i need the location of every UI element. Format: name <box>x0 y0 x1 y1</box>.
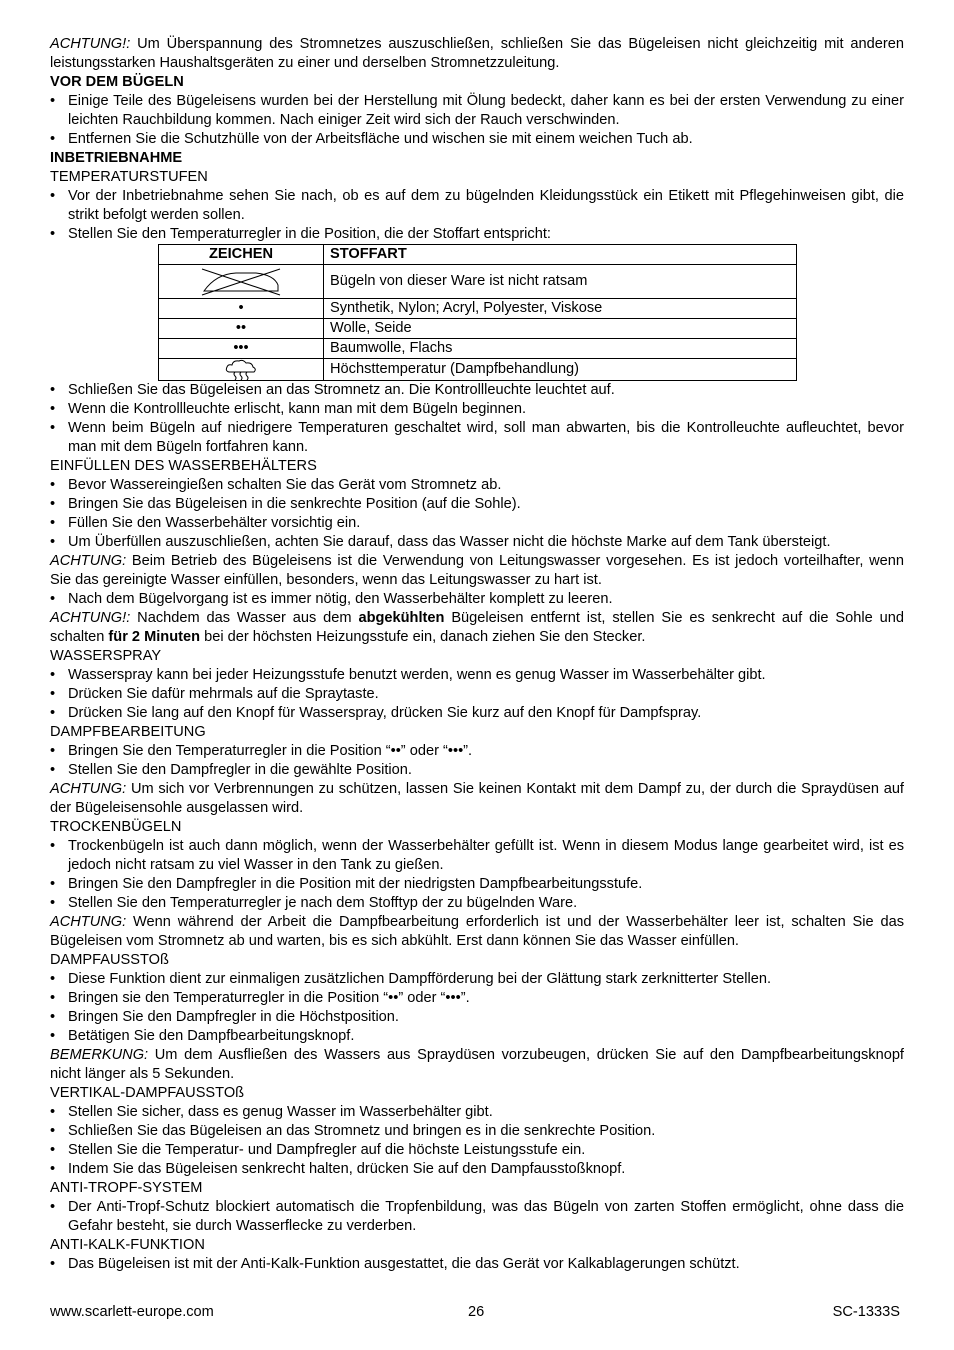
table-row <box>159 319 797 339</box>
list-item: • Schließen Sie das Bügeleisen an das Stromnetz an. Die Kontrollleuchte leuchtet auf. <box>50 381 904 400</box>
list-item: • Wenn beim Bügeln auf niedrigere Temperaturen geschaltet wird, soll man abwarten, bis die Kontrolleuchte aufleuchtet, bevor man mit dem Bügeln fortfahren kann. <box>50 419 904 457</box>
list-anti <box>50 1198 904 1236</box>
list-item: • Einige Teile des Bügeleisens wurden bei der Herstellung mit Ölung bedeckt, daher kann es bei der ersten Verwendung zu einer leichten Rauchbildung kommen. Nach einiger Zeit wird sich der Rauch verschwinden. <box>50 92 904 130</box>
list-item: • Bringen Sie den Dampfregler in die Höchstposition. <box>50 1008 904 1027</box>
list-spray <box>50 666 904 723</box>
symbol-one-dot: • <box>159 299 324 319</box>
list-item: • Das Bügeleisen ist mit der Anti-Kalk-Funktion ausgestattet, die das Gerät vor Kalkablagerungen schützt. <box>50 1255 904 1274</box>
list-fill-2 <box>50 590 904 609</box>
list-item: • Bringen Sie den Temperaturregler in die Position “••” oder “•••”. <box>50 742 904 761</box>
list-item: • Füllen Sie den Wasserbehälter vorsichtig ein. <box>50 514 904 533</box>
list-item: • Indem Sie das Bügeleisen senkrecht halten, drücken Sie auf den Dampfausstoßknopf. <box>50 1160 904 1179</box>
list-item: • Schließen Sie das Bügeleisen an das Stromnetz und bringen es in die senkrechte Position. <box>50 1122 904 1141</box>
table-cell: Höchsttemperatur (Dampfbehandlung) <box>324 359 797 381</box>
table-row <box>159 339 797 359</box>
list-stoss <box>50 970 904 1046</box>
symbol-three-dots: ••• <box>159 339 324 359</box>
warning-paragraph: ACHTUNG!: Um Überspannung des Stromnetzes auszuschließen, schließen Sie das Bügeleisen nicht gleichzeitig mit anderen leistungsstarken Haushaltsgeräten zu einer und derselben Stromnetzzuleitung. <box>50 36 904 71</box>
list-item: • Bringen sie den Temperaturregler in die Position “••” oder “•••”. <box>50 989 904 1008</box>
heading-dampfausstoss: DAMPFAUSSTOß <box>50 952 169 968</box>
list-temp <box>50 187 904 244</box>
list-item: • Wasserspray kann bei jeder Heizungsstufe benutzt werden, wenn es genug Wasser im Wasserbehälter gibt. <box>50 666 904 685</box>
list-dampf <box>50 742 904 780</box>
list-item: • Stellen Sie sicher, dass es genug Wasser im Wasserbehälter gibt. <box>50 1103 904 1122</box>
model-number: SC-1333S <box>832 1304 900 1320</box>
heading-trockenbuegeln: TROCKENBÜGELN <box>50 819 182 835</box>
list-vor <box>50 92 904 149</box>
symbol-two-dots: •• <box>159 319 324 339</box>
note-paragraph: ACHTUNG: Beim Betrieb des Bügeleisens ist die Verwendung von Leitungswasser vorgesehen. Es ist jedoch vorteilhafter, wenn Sie das gereinigte Wasser einfüllen, besonders, wenn das Leitungswasser zu hart ist. <box>50 553 904 588</box>
note-paragraph: BEMERKUNG: Um dem Ausfließen des Wassers aus Spraydüsen vorzubeugen, drücken Sie auf den Dampfbearbeitungsknopf nicht länger als 5 Sekunden. <box>50 1047 904 1082</box>
heading-temperaturstufen: TEMPERATURSTUFEN <box>50 169 208 185</box>
list-item: • Bevor Wassereingießen schalten Sie das Gerät vom Stromnetz ab. <box>50 476 904 495</box>
table-row <box>159 265 797 299</box>
heading-vertikal: VERTIKAL-DAMPFAUSSTOß <box>50 1085 245 1101</box>
list-fill <box>50 476 904 552</box>
list-item: • Entfernen Sie die Schutzhülle von der Arbeitsfläche und wischen sie mit einem weichen Tuch ab. <box>50 130 904 149</box>
list-temp-2 <box>50 381 904 457</box>
heading-wasserspray: WASSERSPRAY <box>50 648 162 664</box>
table-cell: Bügeln von dieser Ware ist nicht ratsam <box>324 265 797 299</box>
list-item: • Diese Funktion dient zur einmaligen zusätzlichen Dampfförderung bei der Glättung stark zerknitterter Stellen. <box>50 970 904 989</box>
table-row <box>159 359 797 381</box>
list-item: • Stellen Sie den Dampfregler in die gewählte Position. <box>50 761 904 780</box>
footer-url[interactable]: www.scarlett-europe.com <box>50 1304 214 1320</box>
heading-einfuellen: EINFÜLLEN DES WASSERBEHÄLTERS <box>50 458 317 474</box>
header-stoffart: STOFFART <box>324 245 797 265</box>
table-cell: Baumwolle, Flachs <box>324 339 797 359</box>
list-item: • Betätigen Sie den Dampfbearbeitungsknopf. <box>50 1027 904 1046</box>
steam-icon <box>224 359 258 380</box>
list-trocken <box>50 837 904 913</box>
note-paragraph: ACHTUNG!: Nachdem das Wasser aus dem abgekühlten Bügeleisen entfernt ist, stellen Sie es senkrecht auf die Sohle und schalten für 2 Minuten bei der höchsten Heizungsstufe ein, danach ziehen Sie den Stecker. <box>50 610 905 645</box>
list-item: • Stellen Sie den Temperaturregler in die Position, die der Stoffart entspricht: <box>50 225 904 244</box>
list-item: • Wenn die Kontrollleuchte erlischt, kann man mit dem Bügeln beginnen. <box>50 400 904 419</box>
table-cell: Wolle, Seide <box>324 319 797 339</box>
list-item: • Bringen Sie das Bügeleisen in die senkrechte Position (auf die Sohle). <box>50 495 904 514</box>
table-row <box>159 299 797 319</box>
list-item: • Drücken Sie dafür mehrmals auf die Spraytaste. <box>50 685 904 704</box>
header-zeichen: ZEICHEN <box>159 245 324 265</box>
heading-inbetriebnahme: INBETRIEBNAHME <box>50 150 183 166</box>
heading-vor-dem-buegeln: VOR DEM BÜGELN <box>50 74 184 90</box>
heading-dampfbearbeitung: DAMPFBEARBEITUNG <box>50 724 206 740</box>
temperature-table <box>158 244 797 381</box>
list-item: • Stellen Sie die Temperatur- und Dampfregler auf die höchste Leistungsstufe ein. <box>50 1141 904 1160</box>
note-paragraph: ACHTUNG: Um sich vor Verbrennungen zu schützen, lassen Sie keinen Kontakt mit dem Dampf zu, der durch die Spraydüsen auf der Bügeleisensohle ausgelassen wird. <box>50 781 904 816</box>
list-item: • Nach dem Bügelvorgang ist es immer nötig, den Wasserbehälter komplett zu leeren. <box>50 590 904 609</box>
table-cell: Synthetik, Nylon; Acryl, Polyester, Viskose <box>324 299 797 319</box>
list-kalk <box>50 1255 904 1274</box>
list-item: • Drücken Sie lang auf den Knopf für Wasserspray, drücken Sie kurz auf den Knopf für Dampfspray. <box>50 704 904 723</box>
table-header-row <box>159 245 797 265</box>
list-item: • Bringen Sie den Dampfregler in die Position mit der niedrigsten Dampfbearbeitungsstufe. <box>50 875 904 894</box>
list-vert <box>50 1103 904 1179</box>
heading-anti-tropf: ANTI-TROPF-SYSTEM <box>50 1180 203 1196</box>
note-paragraph: ACHTUNG: Wenn während der Arbeit die Dampfbearbeitung erforderlich ist und der Wasserbehälter leer ist, schalten Sie das Bügeleisen vom Stromnetz ab und warten, bis es sich abkühlt. Erst dann können Sie das Wasser einfüllen. <box>50 914 904 949</box>
list-item: • Um Überfüllen auszuschließen, achten Sie darauf, dass das Wasser nicht die höchste Marke auf dem Tank übersteigt. <box>50 533 904 552</box>
heading-anti-kalk: ANTI-KALK-FUNKTION <box>50 1237 205 1253</box>
no-iron-icon <box>196 267 286 297</box>
page-number: 26 <box>468 1304 485 1320</box>
list-item: • Der Anti-Tropf-Schutz blockiert automatisch die Tropfenbildung, was das Bügeln von zarten Stoffen ermöglicht, ohne dass die Gefahr besteht, sie durch Wasserflecke zu verderben. <box>50 1198 904 1236</box>
list-item: • Stellen Sie den Temperaturregler je nach dem Stofftyp der zu bügelnden Ware. <box>50 894 904 913</box>
page-content <box>50 35 904 1274</box>
list-item: • Trockenbügeln ist auch dann möglich, wenn der Wasserbehälter gefüllt ist. Wenn in diesem Modus lange gearbeitet wird, ist es jedoch nicht ratsam zu viel Wasser in den Tank zu gießen. <box>50 837 904 875</box>
list-item: • Vor der Inbetriebnahme sehen Sie nach, ob es auf dem zu bügelnden Kleidungsstück ein Etikett mit Pflegehinweisen gibt, die strikt befolgt werden sollen. <box>50 187 904 225</box>
